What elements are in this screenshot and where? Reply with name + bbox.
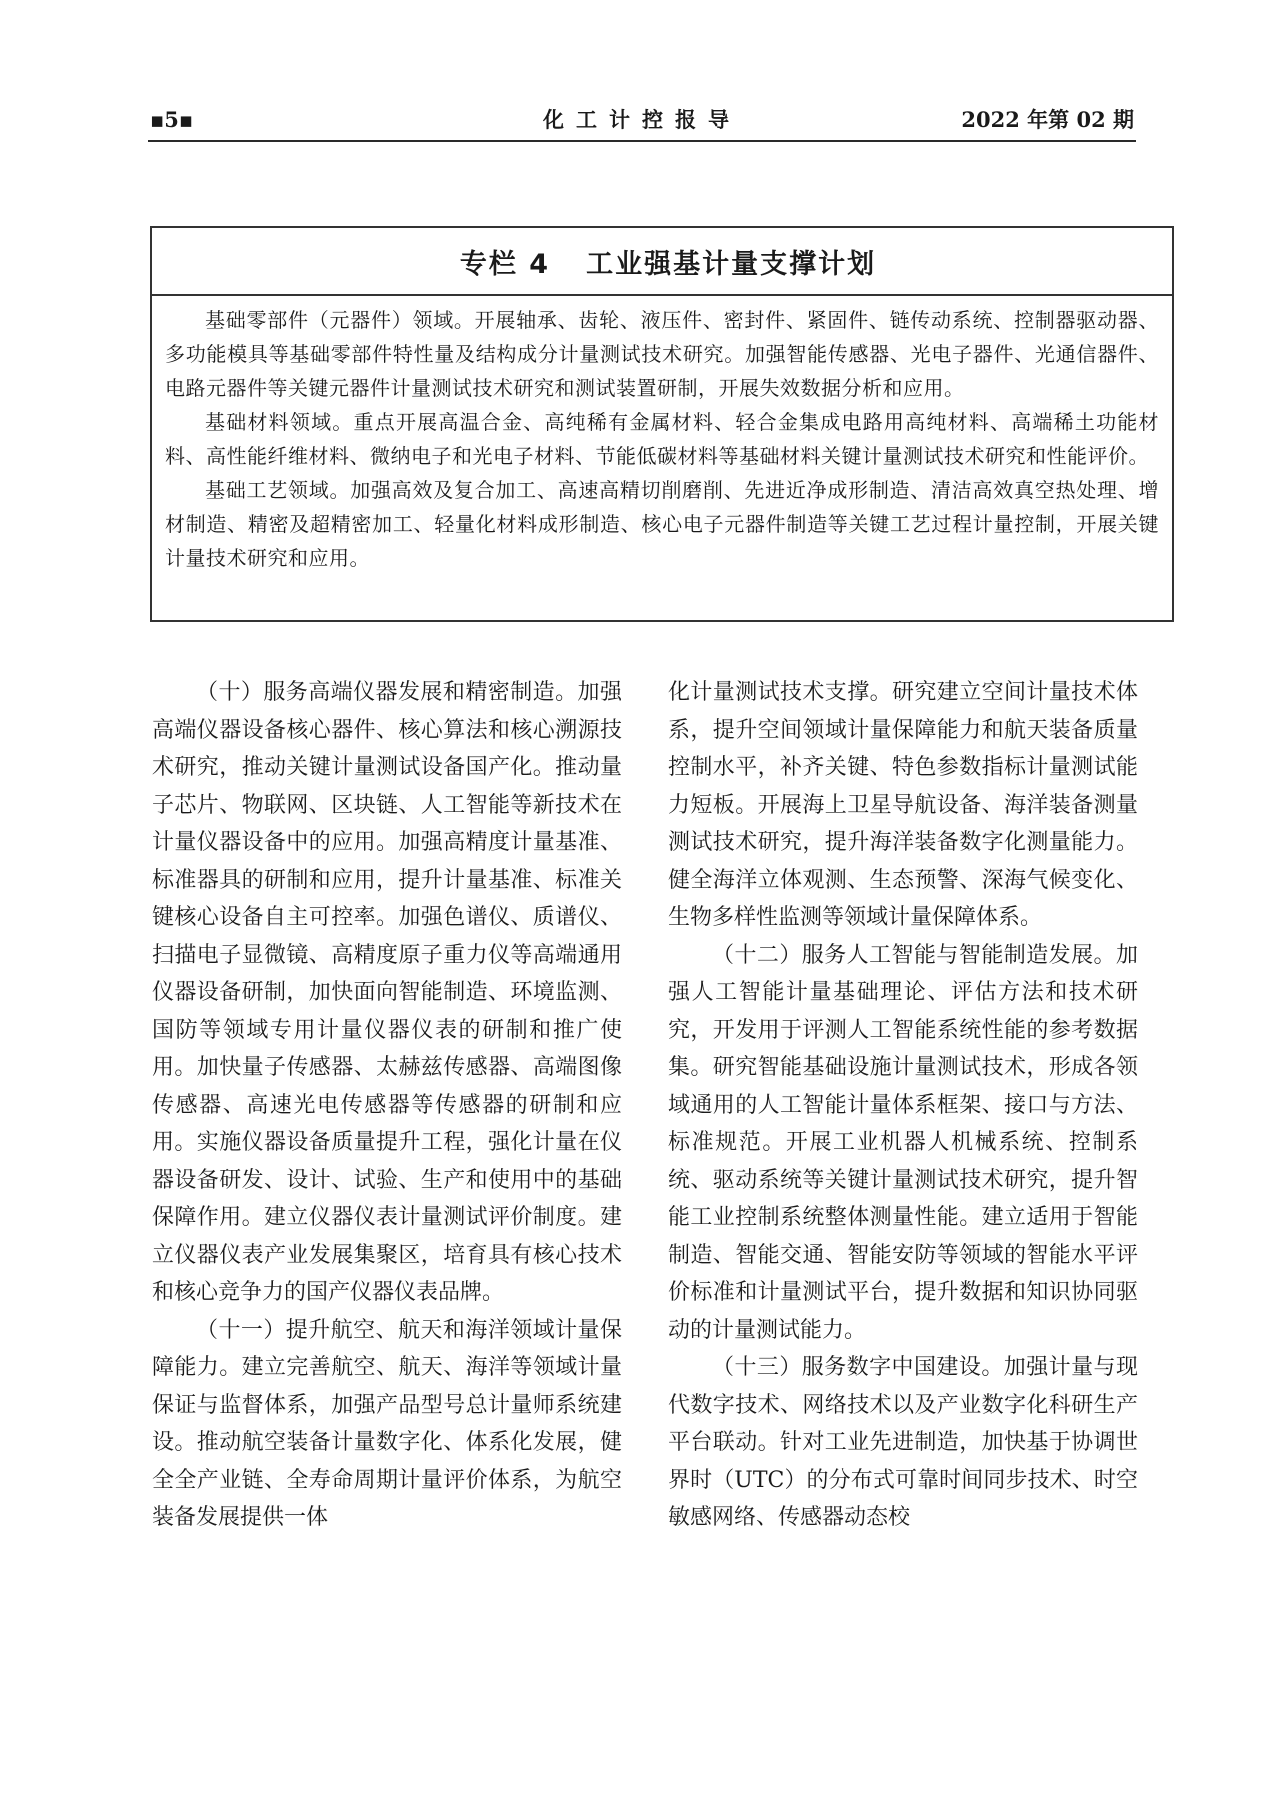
feature-paragraph-materials: 基础材料领域。重点开展高温合金、高纯稀有金属材料、轻合金集成电路用高纯材料、高端稀土功能材料、高性能纤维材料、微纳电子和光电子材料、节能低碳材料等基础材料关键计量测试技术研究和性能评价。 <box>165 410 1159 468</box>
feature-box-heading: 工业强基计量支撑计划 <box>586 248 877 280</box>
section-11-continuation: 化计量测试技术支撑。研究建立空间计量技术体系，提升空间领域计量保障能力和航天装备质量控制水平，补齐关键、特色参数指标计量测试能力短板。开展海上卫星导航设备、海洋装备测量测试技术研究，提升海洋装备数字化测量能力。健全海洋立体观测、生态预警、深海气候变化、生物多样性监测等领域计量保障体系。 <box>668 680 1138 930</box>
running-header <box>148 104 1136 142</box>
feature-paragraph-components: 基础零部件（元器件）领域。开展轴承、齿轮、液压件、密封件、紧固件、链传动系统、控制器驱动器、多功能模具等基础零部件特性量及结构成分计量测试技术研究。加强智能传感器、光电子器件、光通信器件、电路元器件等关键元器件计量测试技术研究和测试装置研制，开展失效数据分析和应用。 <box>165 308 1159 400</box>
right-column <box>668 674 1138 1537</box>
section-11-paragraph: （十一）提升航空、航天和海洋领域计量保障能力。建立完善航空、航天、海洋等领域计量保证与监督体系，加强产品型号总计量师系统建设。推动航空装备计量数字化、体系化发展，健全全产业链、全寿命周期计量评价体系，为航空装备发展提供一体 <box>152 1317 622 1530</box>
feature-box <box>150 226 1174 622</box>
section-10-paragraph: （十）服务高端仪器发展和精密制造。加强高端仪器设备核心器件、核心算法和核心溯源技术研究，推动关键计量测试设备国产化。推动量子芯片、物联网、区块链、人工智能等新技术在计量仪器设备中的应用。加强高精度计量基准、标准器具的研制和应用，提升计量基准、标准关键核心设备自主可控率。加强色谱仪、质谱仪、扫描电子显微镜、高精度原子重力仪等高端通用仪器设备研制，加快面向智能制造、环境监测、国防等领域专用计量仪器仪表的研制和推广使用。加快量子传感器、太赫兹传感器、高端图像传感器、高速光电传感器等传感器的研制和应用。实施仪器设备质量提升工程，强化计量在仪器设备研发、设计、试验、生产和使用中的基础保障作用。建立仪器仪表计量测试评价制度。建立仪器仪表产业发展集聚区，培育具有核心技术和核心竞争力的国产仪器仪表品牌。 <box>152 680 622 1305</box>
feature-paragraph-processes: 基础工艺领域。加强高效及复合加工、高速高精切削磨削、先进近净成形制造、清洁高效真空热处理、增材制造、精密及超精密加工、轻量化材料成形制造、核心电子元器件制造等关键工艺过程计量控制，开展关键计量技术研究和应用。 <box>165 478 1159 570</box>
page-number: ▪5▪ <box>150 107 194 132</box>
feature-box-label: 专栏 4 <box>459 248 551 280</box>
feature-box-title <box>152 228 1172 296</box>
issue-label: 2022 年第 02 期 <box>961 107 1134 132</box>
feature-box-body <box>152 296 1172 575</box>
section-13-paragraph: （十三）服务数字中国建设。加强计量与现代数字技术、网络技术以及产业数字化科研生产平台联动。针对工业先进制造，加快基于协调世界时（UTC）的分布式可靠时间同步技术、时空敏感网络、传感器动态校 <box>668 1355 1138 1530</box>
journal-name: 化工计控报导 <box>543 107 741 132</box>
left-column <box>152 674 622 1537</box>
section-12-paragraph: （十二）服务人工智能与智能制造发展。加强人工智能计量基础理论、评估方法和技术研究，开发用于评测人工智能系统性能的参考数据集。研究智能基础设施计量测试技术，形成各领域通用的人工智能计量体系框架、接口与方法、标准规范。开展工业机器人机械系统、控制系统、驱动系统等关键计量测试技术研究，提升智能工业控制系统整体测量性能。建立适用于智能制造、智能交通、智能安防等领域的智能水平评价标准和计量测试平台，提升数据和知识协同驱动的计量测试能力。 <box>668 942 1138 1343</box>
